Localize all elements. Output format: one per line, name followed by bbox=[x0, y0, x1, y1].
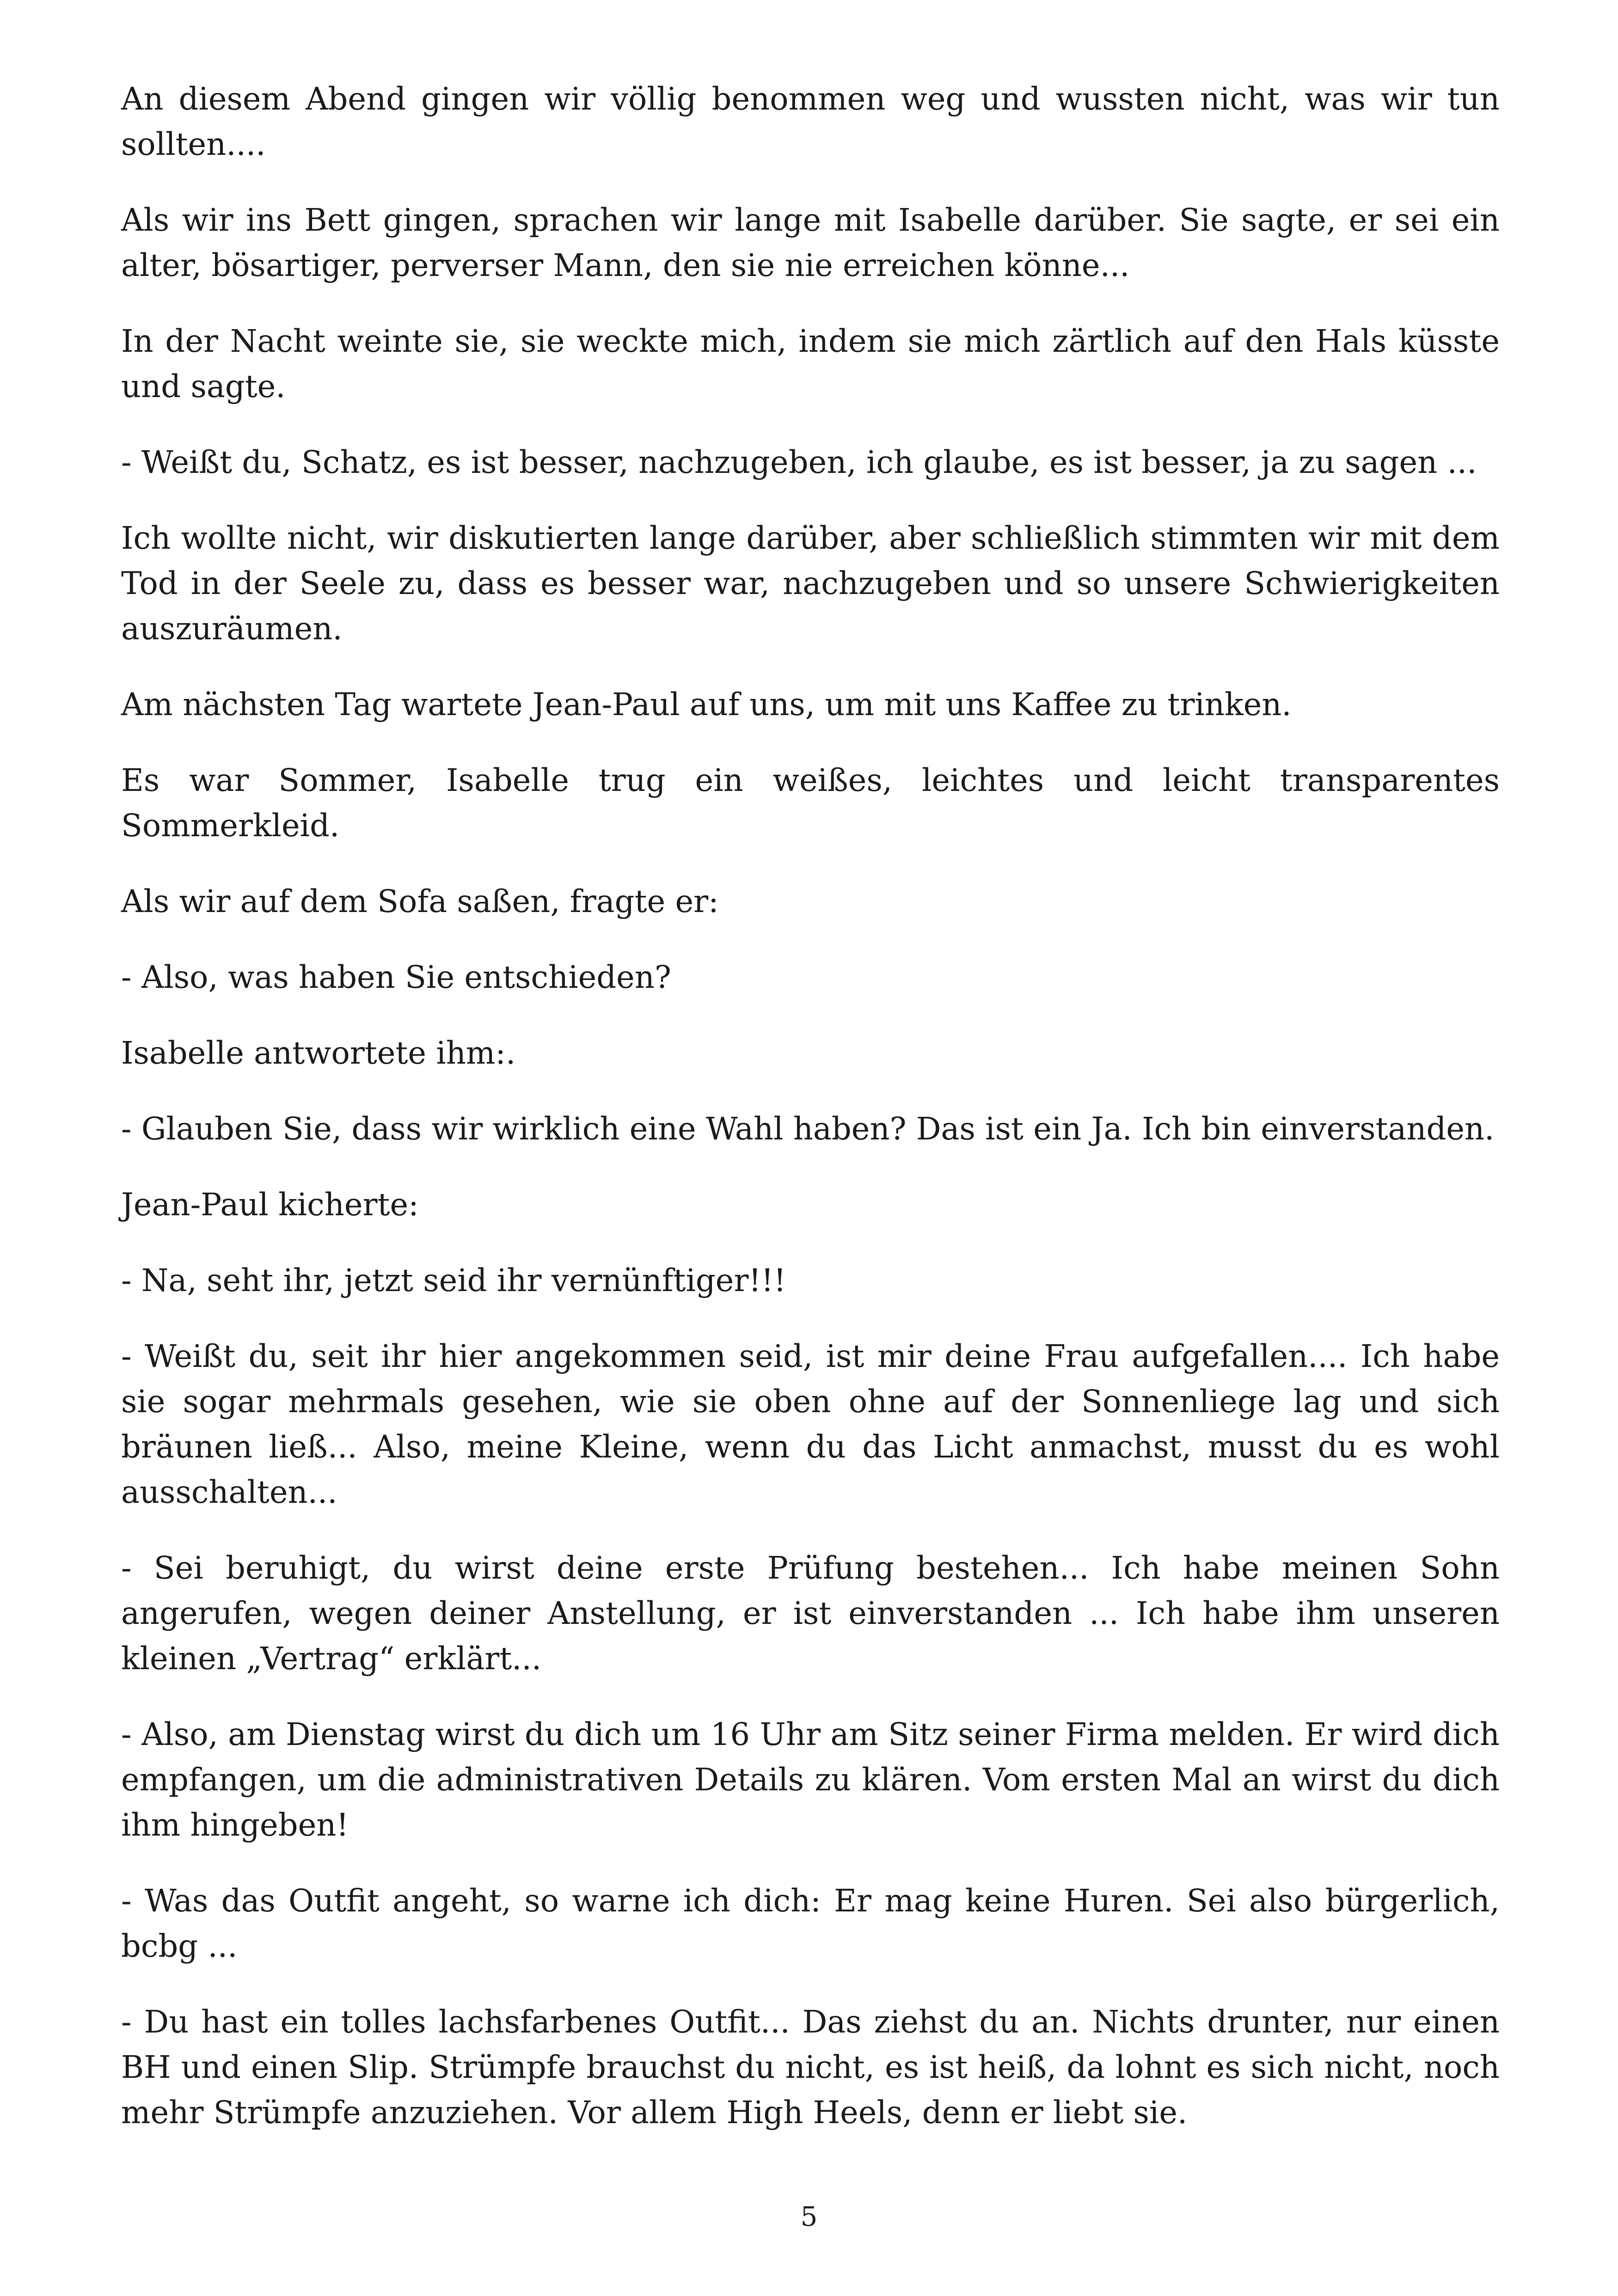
paragraph: - Also, was haben Sie entschieden? bbox=[121, 959, 671, 995]
paragraph: - Was das Outfit angeht, so warne ich dich: Er mag keine Huren. Sei also bürgerlich, bcbg ... bbox=[121, 1883, 1500, 1964]
paragraph: - Weißt du, seit ihr hier angekommen seid, ist mir deine Frau aufgefallen.... Ich habe sie sogar mehrmals gesehen, wie sie oben ohne auf der Sonnenliege lag und sich bräunen ließ... Also, meine Kleine, wenn du das Licht anmachst, musst du es wohl ausschalten... bbox=[121, 1338, 1500, 1510]
paragraph: - Glauben Sie, dass wir wirklich eine Wahl haben? Das ist ein Ja. Ich bin einverstanden. bbox=[121, 1111, 1495, 1147]
paragraph: Es war Sommer, Isabelle trug ein weißes, leichtes und leicht transparentes Sommerkleid. bbox=[121, 762, 1500, 844]
paragraph: Jean-Paul kicherte: bbox=[121, 1187, 419, 1223]
paragraph: In der Nacht weinte sie, sie weckte mich, indem sie mich zärtlich auf den Hals küsste und sagte. bbox=[121, 323, 1500, 404]
paragraph: - Du hast ein tolles lachsfarbenes Outfit... Das ziehst du an. Nichts drunter, nur einen BH und einen Slip. Strümpfe brauchst du nicht, es ist heiß, da lohnt es sich nicht, noch mehr Strümpfe anzuziehen. Vor allem High Heels, denn er liebt sie. bbox=[121, 2004, 1500, 2131]
paragraph: - Also, am Dienstag wirst du dich um 16 Uhr am Sitz seiner Firma melden. Er wird dich empfangen, um die administrativen Details zu klären. Vom ersten Mal an wirst du dich ihm hingeben! bbox=[121, 1716, 1500, 1843]
page-number: 5 bbox=[800, 2201, 818, 2232]
paragraph: Als wir auf dem Sofa saßen, fragte er: bbox=[121, 883, 719, 919]
paragraph: Als wir ins Bett gingen, sprachen wir lange mit Isabelle darüber. Sie sagte, er sei ein alter, bösartiger, perverser Mann, den sie nie erreichen könne... bbox=[121, 202, 1500, 283]
paragraph: Ich wollte nicht, wir diskutierten lange darüber, aber schließlich stimmten wir mit dem Tod in der Seele zu, dass es besser war, nachzugeben und so unsere Schwierigkeiten auszuräumen. bbox=[121, 520, 1500, 647]
paragraph: An diesem Abend gingen wir völlig benommen weg und wussten nicht, was wir tun sollten.... bbox=[121, 81, 1500, 162]
paragraph: Am nächsten Tag wartete Jean-Paul auf uns, um mit uns Kaffee zu trinken. bbox=[121, 686, 1292, 722]
body-text bbox=[121, 76, 1500, 2135]
paragraph: Isabelle antwortete ihm:. bbox=[121, 1035, 516, 1071]
paragraph: - Na, seht ihr, jetzt seid ihr vernünftiger!!! bbox=[121, 1262, 786, 1298]
paragraph: - Weißt du, Schatz, es ist besser, nachzugeben, ich glaube, es ist besser, ja zu sagen ... bbox=[121, 444, 1477, 480]
paragraph: - Sei beruhigt, du wirst deine erste Prüfung bestehen... Ich habe meinen Sohn angerufen, wegen deiner Anstellung, er ist einverstanden ... Ich habe ihm unseren kleinen „Vertrag“ erklärt... bbox=[121, 1550, 1500, 1677]
